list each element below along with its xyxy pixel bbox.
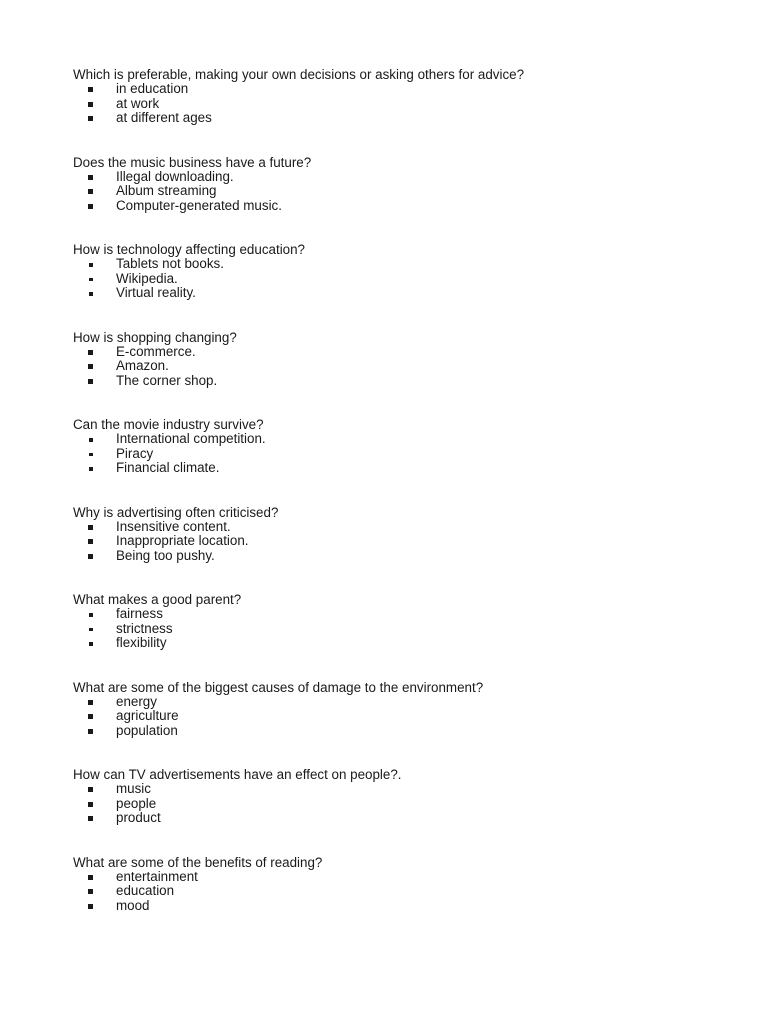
list-item-text: mood xyxy=(116,897,150,913)
topic-question: What are some of the biggest causes of damage to the environment? xyxy=(73,679,484,695)
list-item xyxy=(73,345,733,360)
list-item xyxy=(73,286,733,301)
list-item-text: Financial climate. xyxy=(116,460,220,476)
square-bullet-icon xyxy=(88,379,93,384)
square-bullet-icon xyxy=(88,816,93,821)
list-item xyxy=(73,549,733,564)
list-item-text: Being too pushy. xyxy=(116,547,215,563)
list-item-text: fairness xyxy=(116,606,163,621)
list-item xyxy=(73,199,733,214)
topic-question: Does the music business have a future? xyxy=(73,154,312,170)
topic-block xyxy=(73,767,733,855)
list-item-text: Computer-generated music. xyxy=(116,197,282,213)
square-bullet-icon xyxy=(88,204,93,209)
square-bullet-icon xyxy=(88,116,93,121)
square-bullet-icon xyxy=(89,292,93,296)
square-bullet-icon xyxy=(89,467,93,471)
square-bullet-icon xyxy=(89,628,93,632)
square-bullet-icon xyxy=(88,350,93,355)
square-bullet-icon xyxy=(88,729,93,734)
bullet-list xyxy=(73,82,733,126)
bullet-list xyxy=(73,870,733,914)
topic-question: What are some of the benefits of reading? xyxy=(73,854,323,870)
list-item xyxy=(73,695,733,710)
list-item-text: at work xyxy=(116,95,160,111)
topic-block xyxy=(73,592,733,680)
topic-block xyxy=(73,155,733,243)
bullet-list xyxy=(73,170,733,214)
list-item-text: education xyxy=(116,883,175,899)
list-item xyxy=(73,520,733,535)
list-item-text: at different ages xyxy=(116,110,212,126)
list-item-text: strictness xyxy=(116,620,173,636)
list-item xyxy=(73,111,733,126)
list-item-text: music xyxy=(116,781,151,796)
square-bullet-icon xyxy=(88,175,93,180)
topic-block xyxy=(73,67,733,155)
topic-block xyxy=(73,330,733,418)
bullet-list xyxy=(73,257,733,301)
list-item-text: entertainment xyxy=(116,868,198,884)
list-item-text: Piracy xyxy=(116,445,154,461)
topic-question: What makes a good parent? xyxy=(73,592,242,607)
square-bullet-icon xyxy=(89,263,93,267)
list-item xyxy=(73,607,733,622)
square-bullet-icon xyxy=(88,554,93,559)
list-item-text: International competition. xyxy=(116,431,266,446)
square-bullet-icon xyxy=(89,278,93,282)
list-item-text: flexibility xyxy=(116,635,167,651)
list-item xyxy=(73,432,733,447)
bullet-list xyxy=(73,782,733,826)
list-item-text: Insensitive content. xyxy=(116,518,231,534)
list-item xyxy=(73,884,733,899)
list-item xyxy=(73,184,733,199)
square-bullet-icon xyxy=(88,875,93,880)
list-item xyxy=(73,272,733,287)
list-item-text: energy xyxy=(116,693,157,709)
square-bullet-icon xyxy=(88,700,93,705)
square-bullet-icon xyxy=(88,87,93,92)
list-item xyxy=(73,724,733,739)
list-item-text: Wikipedia. xyxy=(116,270,178,286)
list-item xyxy=(73,447,733,462)
bullet-list xyxy=(73,695,733,739)
list-item xyxy=(73,782,733,797)
square-bullet-icon xyxy=(88,539,93,544)
list-item-text: in education xyxy=(116,81,189,96)
bullet-list xyxy=(73,345,733,389)
topic-question: How can TV advertisements have an effect on people?. xyxy=(73,767,402,782)
square-bullet-icon xyxy=(88,102,93,107)
list-item xyxy=(73,636,733,651)
square-bullet-icon xyxy=(89,453,93,457)
bullet-list xyxy=(73,520,733,564)
list-item-text: agriculture xyxy=(116,708,179,724)
square-bullet-icon xyxy=(88,714,93,719)
topic-list xyxy=(73,67,733,942)
topic-block xyxy=(73,855,733,943)
topic-block xyxy=(73,242,733,330)
list-item-text: Tablets not books. xyxy=(116,256,224,271)
list-item-text: people xyxy=(116,795,157,811)
square-bullet-icon xyxy=(88,364,93,369)
square-bullet-icon xyxy=(88,904,93,909)
list-item xyxy=(73,709,733,724)
topic-question: How is shopping changing? xyxy=(73,329,237,345)
square-bullet-icon xyxy=(88,889,93,894)
square-bullet-icon xyxy=(88,525,93,530)
square-bullet-icon xyxy=(89,642,93,646)
topic-question: Which is preferable, making your own decisions or asking others for advice? xyxy=(73,67,525,82)
list-item xyxy=(73,359,733,374)
list-item xyxy=(73,374,733,389)
topic-question: Why is advertising often criticised? xyxy=(73,504,279,520)
topic-block xyxy=(73,505,733,593)
list-item xyxy=(73,797,733,812)
list-item xyxy=(73,622,733,637)
list-item xyxy=(73,870,733,885)
list-item-text: E-commerce. xyxy=(116,343,196,359)
list-item-text: The corner shop. xyxy=(116,372,218,388)
topic-block xyxy=(73,417,733,505)
list-item-text: Inappropriate location. xyxy=(116,533,249,549)
list-item-text: Album streaming xyxy=(116,183,217,199)
list-item-text: population xyxy=(116,722,178,738)
square-bullet-icon xyxy=(89,438,93,442)
topic-block xyxy=(73,680,733,768)
topic-question: How is technology affecting education? xyxy=(73,242,306,257)
list-item xyxy=(73,461,733,476)
bullet-list xyxy=(73,432,733,476)
square-bullet-icon xyxy=(88,802,93,807)
list-item xyxy=(73,97,733,112)
list-item-text: Amazon. xyxy=(116,358,169,374)
list-item xyxy=(73,899,733,914)
list-item xyxy=(73,82,733,97)
list-item xyxy=(73,811,733,826)
list-item-text: product xyxy=(116,810,161,826)
list-item xyxy=(73,257,733,272)
list-item-text: Virtual reality. xyxy=(116,285,196,301)
topic-question: Can the movie industry survive? xyxy=(73,417,264,432)
bullet-list xyxy=(73,607,733,651)
square-bullet-icon xyxy=(88,787,93,792)
list-item xyxy=(73,170,733,185)
square-bullet-icon xyxy=(88,189,93,194)
list-item xyxy=(73,534,733,549)
list-item-text: Illegal downloading. xyxy=(116,168,234,184)
square-bullet-icon xyxy=(89,613,93,617)
